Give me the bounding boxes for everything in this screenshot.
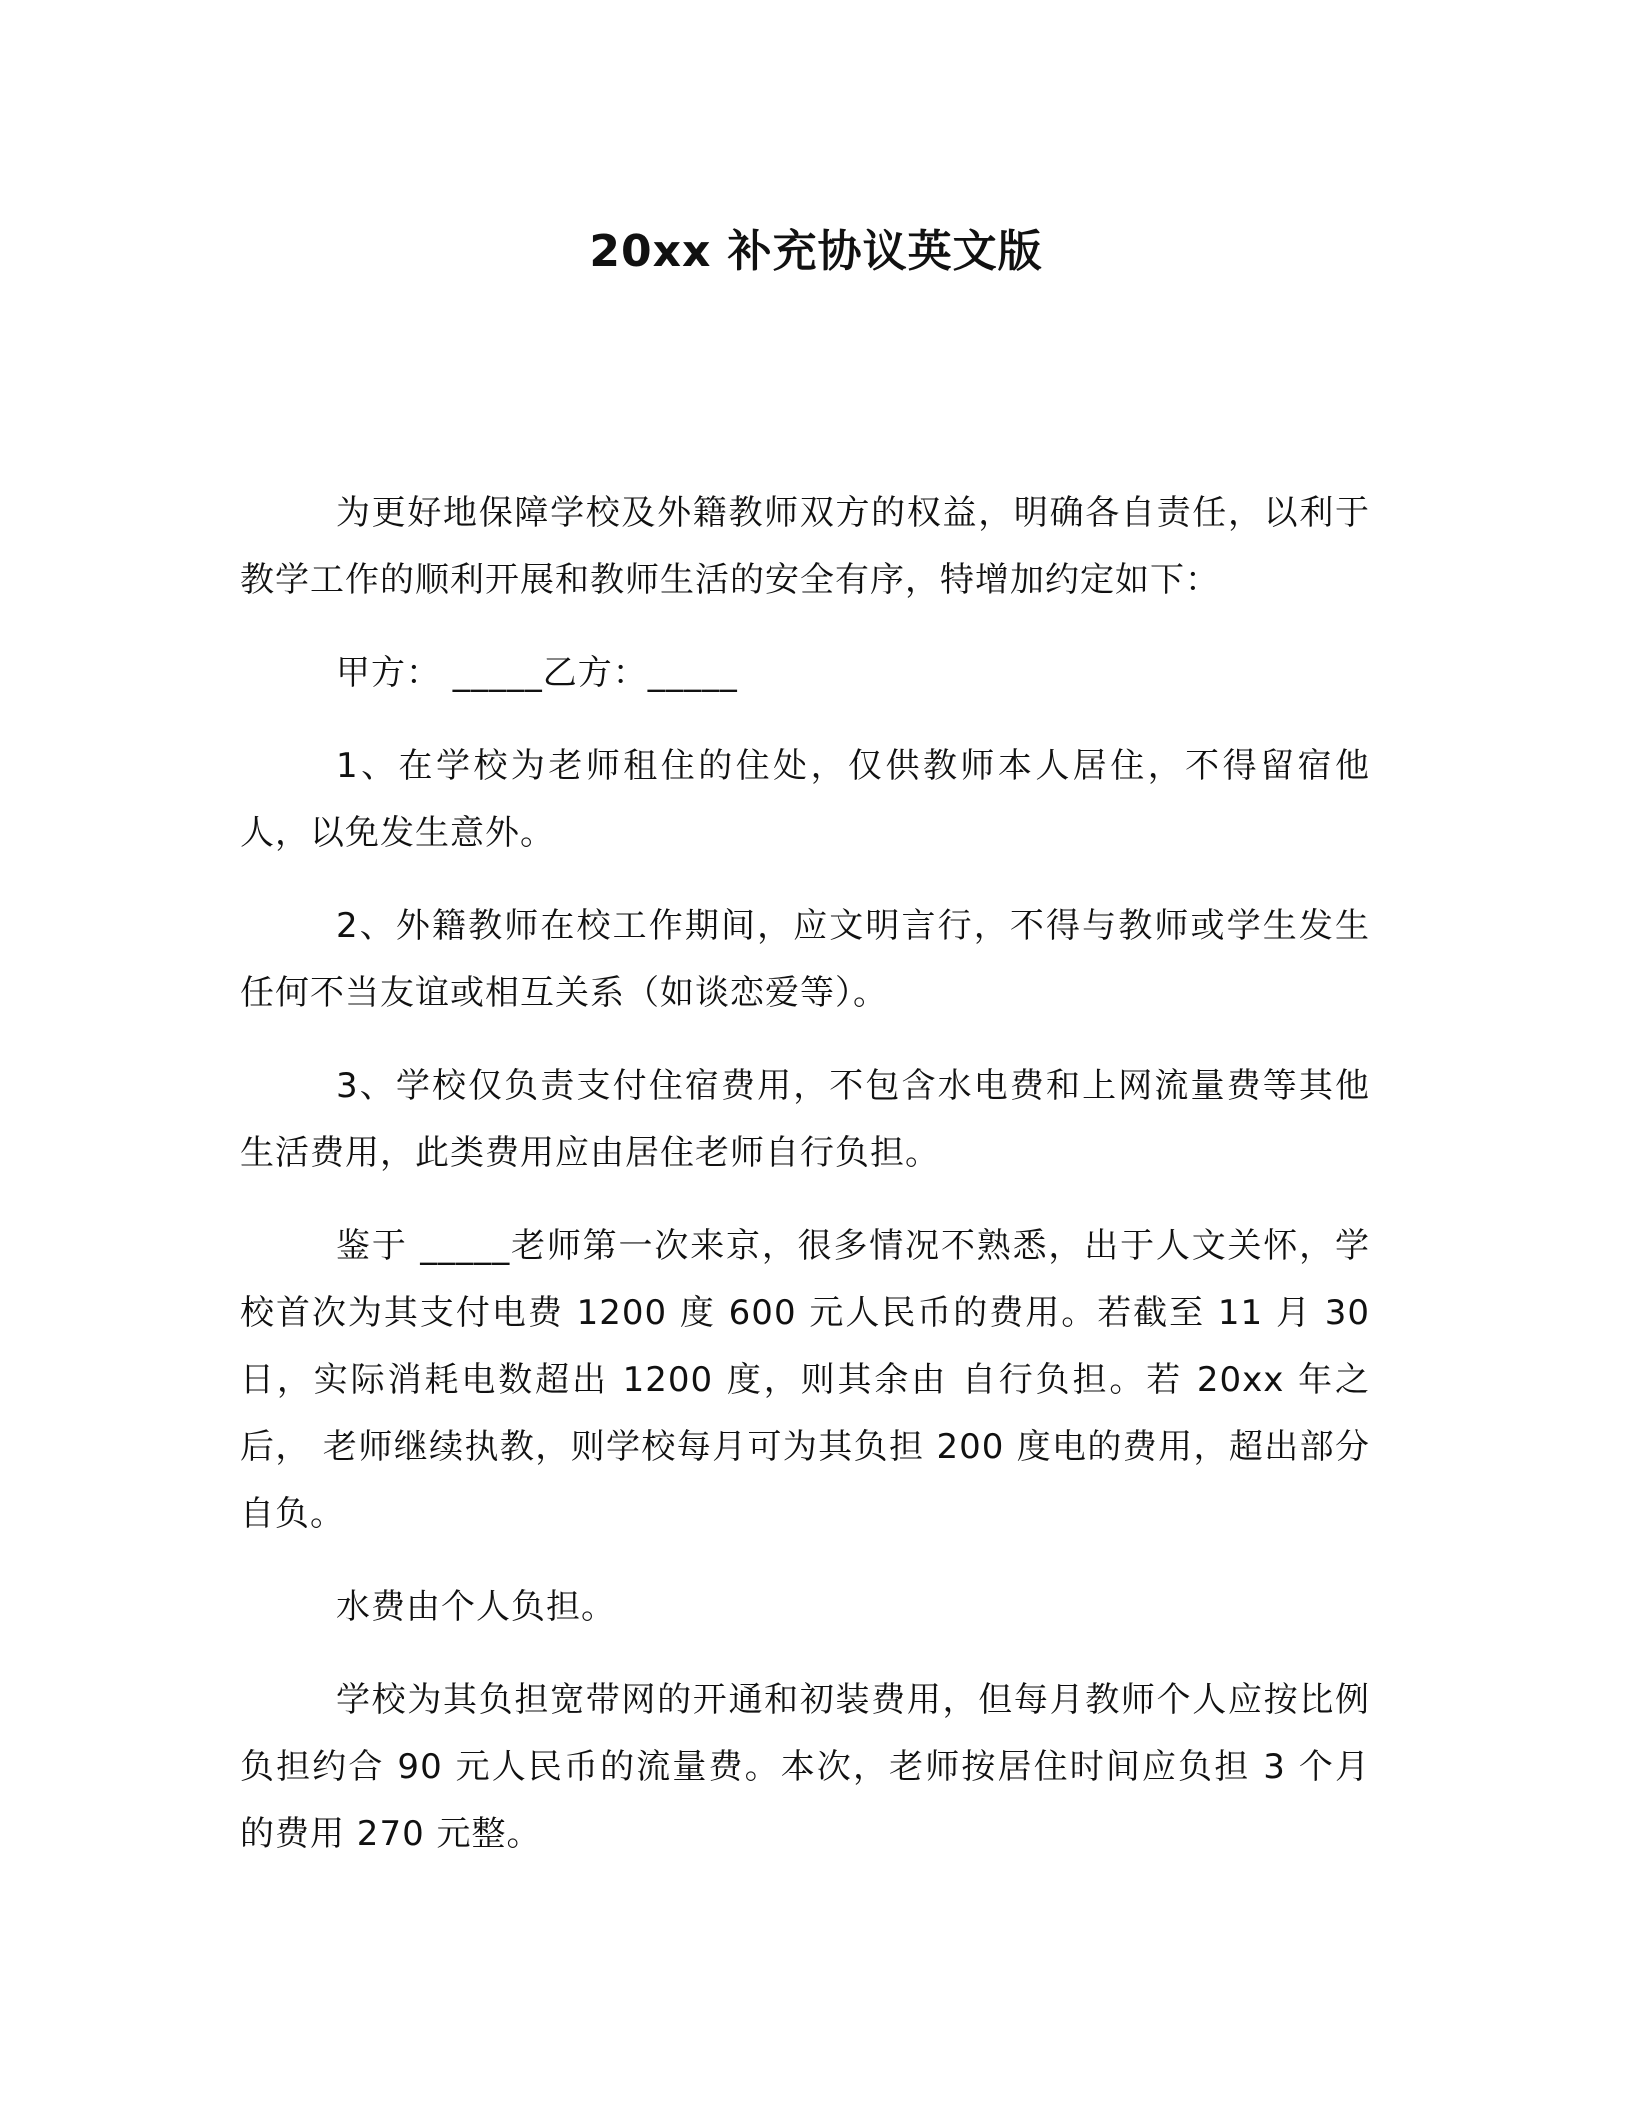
electricity-paragraph: 鉴于 _____老师第一次来京，很多情况不熟悉，出于人文关怀，学校首次为其支付电费 1200 度 600 元人民币的费用。若截至 11 月 30 日，实际消耗电数超出 1200 度，则其余由 自行负担。若 20xx 年之后， 老师继续执教，则学校每月可为其负担 200 度电的费用，超出部分自负。 [240,1226,1370,1534]
clause-2: 2、外籍教师在校工作期间，应文明言行，不得与教师或学生发生任何不当友谊或相互关系（如谈恋爱等）。 [240,906,1370,1013]
clause-1: 1、在学校为老师租住的住处，仅供教师本人居住，不得留宿他人，以免发生意外。 [240,746,1370,853]
water-paragraph: 水费由个人负担。 [336,1587,616,1627]
document-body [240,480,1370,1894]
broadband-paragraph: 学校为其负担宽带网的开通和初装费用，但每月教师个人应按比例负担约合 90 元人民币的流量费。本次，老师按居住时间应负担 3 个月的费用 270 元整。 [240,1680,1370,1854]
document-title: 20xx 补充协议英文版 [589,226,1043,277]
clause-3: 3、学校仅负责支付住宿费用，不包含水电费和上网流量费等其他生活费用，此类费用应由居住老师自行负担。 [240,1066,1370,1173]
parties-line: 甲方： _____乙方：_____ [336,653,738,693]
intro-paragraph: 为更好地保障学校及外籍教师双方的权益，明确各自责任，以利于教学工作的顺利开展和教师生活的安全有序，特增加约定如下： [240,493,1370,600]
